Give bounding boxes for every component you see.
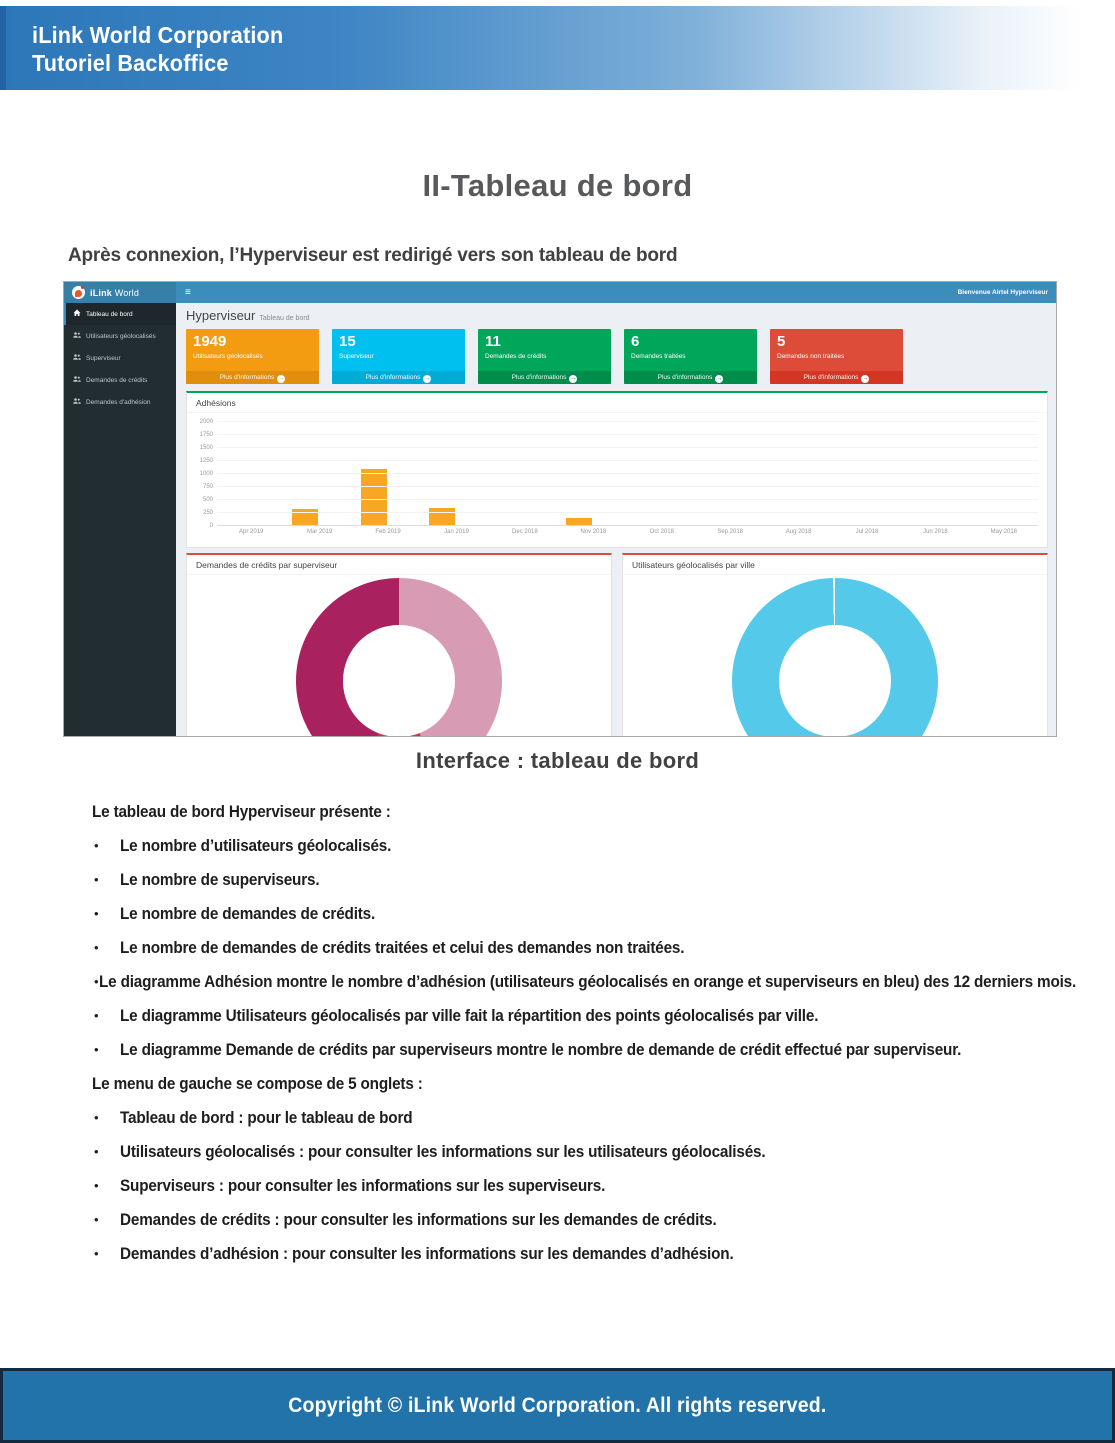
x-axis-tick-label: Oct 2018 xyxy=(649,529,674,535)
intro-sentence: Après connexion, l’Hyperviseur est redirigé vers son tableau de bord xyxy=(68,245,678,266)
stat-card-2 xyxy=(478,329,611,384)
menu-tab-item-1 xyxy=(92,1142,1095,1161)
x-axis-tick-label: Nov 2018 xyxy=(580,529,607,535)
content-subtitle: Tableau de bord xyxy=(259,315,310,322)
geolocated-users-donut-box xyxy=(622,553,1048,737)
adhesions-chart-xlabels xyxy=(217,529,1038,535)
dashboard-feature-item-1 xyxy=(92,870,1095,889)
x-axis-tick-label: Mar 2019 xyxy=(306,529,333,535)
y-axis-tick-label: 0 xyxy=(209,523,213,529)
bullet-text: Le diagramme Utilisateurs géolocalisés par ville fait la répartition des points géolocalisés par ville. xyxy=(120,1006,819,1025)
bullet-text: Demandes de crédits : pour consulter les informations sur les demandes de crédits. xyxy=(120,1210,717,1229)
stat-card-more-info-link[interactable] xyxy=(332,371,465,384)
dashboard-feature-item-5 xyxy=(92,1006,1095,1025)
banner-line2: Tutoriel Backoffice xyxy=(32,50,229,76)
sidebar-item-1[interactable] xyxy=(64,325,176,347)
geolocated-users-donut-chart xyxy=(732,578,938,737)
sidebar-item-label: Utilisateurs géolocalisés xyxy=(86,332,156,340)
dashboard-content xyxy=(176,303,1056,736)
x-axis-tick-label: Sep 2018 xyxy=(717,529,744,535)
stat-card-more-info-link[interactable] xyxy=(770,371,903,384)
bullet-text: Le nombre de demandes de crédits. xyxy=(120,904,376,923)
users-icon xyxy=(73,397,81,407)
bullet-text: Tableau de bord : pour le tableau de bord xyxy=(120,1108,413,1127)
donut-hole xyxy=(779,625,890,736)
stat-card-1 xyxy=(332,329,465,384)
bullet-text: Demandes d’adhésion : pour consulter les informations sur les demandes d’adhésion. xyxy=(120,1244,734,1263)
list1-intro: Le tableau de bord Hyperviseur présente : xyxy=(92,802,391,821)
arrow-circle-icon: → xyxy=(570,375,577,382)
bullet-icon: • xyxy=(94,940,99,955)
page-footer xyxy=(0,1368,1115,1443)
stat-card-value: 6 xyxy=(631,333,640,350)
sidebar-item-0[interactable] xyxy=(64,303,176,325)
bar xyxy=(361,469,387,526)
bullet-icon: • xyxy=(94,1178,99,1193)
stat-card-value: 5 xyxy=(777,333,786,350)
brand-regular: World xyxy=(114,287,140,298)
gridline xyxy=(217,460,1038,461)
y-axis-tick-label: 2000 xyxy=(199,419,213,425)
bullet-icon: • xyxy=(94,1110,99,1125)
dashboard-feature-item-2 xyxy=(92,904,1095,923)
bullet-icon: • xyxy=(94,1246,99,1261)
body-text xyxy=(92,802,1095,1278)
stat-card-label: Demandes traitées xyxy=(631,353,686,360)
arrow-circle-icon: → xyxy=(862,375,869,382)
x-axis-tick-label: Jul 2018 xyxy=(855,529,879,535)
gridline xyxy=(217,486,1038,487)
dashboard-sidebar xyxy=(64,303,176,736)
bullet-text: Le diagramme Adhésion montre le nombre d’adhésion (utilisateurs géolocalisés en orange et superviseurs en bleu) des 12 derniers mois. xyxy=(98,972,1076,991)
gridline xyxy=(217,512,1038,513)
menu-tab-item-4 xyxy=(92,1244,1095,1263)
x-axis-tick-label: Aug 2018 xyxy=(785,529,812,535)
x-axis-tick-label: Feb 2019 xyxy=(375,529,401,535)
bullet-text: Le nombre de superviseurs. xyxy=(120,870,320,889)
y-axis-tick-label: 1000 xyxy=(199,471,213,477)
bullet-icon: • xyxy=(94,1144,99,1159)
x-axis-tick-label: Jun 2018 xyxy=(923,529,948,535)
stat-card-3 xyxy=(624,329,757,384)
stat-card-more-info-link[interactable] xyxy=(624,371,757,384)
stat-card-0 xyxy=(186,329,319,384)
brand-text xyxy=(90,288,139,298)
bullet-icon: • xyxy=(94,906,99,921)
page-title: II-Tableau de bord xyxy=(422,168,693,203)
y-axis-tick-label: 750 xyxy=(202,484,213,490)
stat-card-value: 15 xyxy=(339,333,356,350)
credit-requests-donut-title: Demandes de crédits par superviseur xyxy=(187,555,611,575)
content-header xyxy=(186,308,310,323)
adhesions-chart-plot xyxy=(199,419,1038,529)
bullet-text: Superviseurs : pour consulter les informations sur les superviseurs. xyxy=(120,1176,606,1195)
credit-requests-donut-chart xyxy=(296,578,502,737)
y-axis-tick-label: 250 xyxy=(202,510,213,516)
home-icon xyxy=(73,309,81,319)
y-axis-tick-label: 1250 xyxy=(199,458,213,464)
bullet-text: Utilisateurs géolocalisés : pour consulter les informations sur les utilisateurs géolocalisés. xyxy=(120,1142,766,1161)
menu-tab-item-0 xyxy=(92,1108,1095,1127)
bullet-icon: • xyxy=(94,872,99,887)
adhesions-chart-title: Adhésions xyxy=(187,393,1047,413)
stat-card-more-info-link[interactable] xyxy=(186,371,319,384)
header-banner xyxy=(0,6,1115,90)
gridline xyxy=(217,525,1038,526)
welcome-user-label: Bienvenue Airtel Hyperviseur xyxy=(957,289,1048,296)
donut-hole xyxy=(343,625,454,736)
stat-card-label: Demandes non traitées xyxy=(777,353,845,360)
ilink-logo-icon xyxy=(72,286,85,299)
menu-tab-item-3 xyxy=(92,1210,1095,1229)
users-icon xyxy=(73,353,81,363)
bar-group-3 xyxy=(422,508,490,526)
x-axis-tick-label: Apr 2019 xyxy=(239,529,264,535)
stat-cards-row xyxy=(186,329,903,384)
adhesions-bar-groups xyxy=(217,422,1038,526)
more-info-label: Plus d'informations xyxy=(803,374,859,381)
stat-card-label: Demandes de crédits xyxy=(485,353,547,360)
dashboard-feature-item-4 xyxy=(92,972,1095,991)
geolocated-users-donut-title: Utilisateurs géolocalisés par ville xyxy=(623,555,1047,575)
bullet-icon: • xyxy=(94,838,99,853)
hamburger-menu-icon[interactable]: ≡ xyxy=(185,287,191,298)
gridline xyxy=(217,421,1038,422)
sidebar-item-label: Superviseur xyxy=(86,354,121,362)
users-icon xyxy=(73,375,81,385)
users-icon xyxy=(73,331,81,341)
sidebar-item-3[interactable] xyxy=(64,369,176,391)
brand-logo[interactable] xyxy=(64,282,176,303)
sidebar-item-4[interactable] xyxy=(64,391,176,413)
more-info-label: Plus d'informations xyxy=(219,374,275,381)
gridline xyxy=(217,447,1038,448)
dashboard-feature-item-6 xyxy=(92,1040,1095,1059)
bar xyxy=(429,508,455,526)
bullet-icon: • xyxy=(94,1212,99,1227)
menu-tab-item-2 xyxy=(92,1176,1095,1195)
bullet-text: Le diagramme Demande de crédits par superviseurs montre le nombre de demande de crédit effectué par superviseur. xyxy=(120,1040,962,1059)
copyright-text: Copyright © iLink World Corporation. All rights reserved. xyxy=(288,1393,827,1417)
sidebar-item-label: Tableau de bord xyxy=(86,310,133,318)
stat-card-label: Superviseur xyxy=(339,353,374,360)
sidebar-item-2[interactable] xyxy=(64,347,176,369)
y-axis-tick-label: 1750 xyxy=(199,432,213,438)
dashboard-feature-item-0 xyxy=(92,836,1095,855)
stat-card-value: 11 xyxy=(485,333,501,350)
y-axis-tick-label: 500 xyxy=(202,497,213,503)
x-axis-tick-label: May 2018 xyxy=(990,529,1018,535)
x-axis-tick-label: Dec 2018 xyxy=(512,529,538,535)
stat-card-4 xyxy=(770,329,903,384)
figure-caption: Interface : tableau de bord xyxy=(415,748,700,773)
dashboard-screenshot xyxy=(63,281,1057,737)
list1 xyxy=(92,836,1095,1059)
bullet-icon: • xyxy=(94,974,99,989)
dashboard-navbar xyxy=(64,282,1056,303)
stat-card-label: Utilisateurs géolocalisés xyxy=(193,353,263,360)
more-info-label: Plus d'informations xyxy=(365,374,421,381)
more-info-label: Plus d'informations xyxy=(657,374,713,381)
more-info-label: Plus d'informations xyxy=(511,374,567,381)
arrow-circle-icon: → xyxy=(716,375,723,382)
brand-bold: iLink xyxy=(90,287,113,298)
banner-line1: iLink World Corporation xyxy=(32,22,284,48)
list2-intro: Le menu de gauche se compose de 5 onglets : xyxy=(92,1074,423,1093)
adhesions-chart-box xyxy=(186,391,1048,548)
x-axis-tick-label: Jan 2019 xyxy=(444,529,469,535)
stat-card-value: 1949 xyxy=(193,333,227,350)
bullet-icon: • xyxy=(94,1008,99,1023)
arrow-circle-icon: → xyxy=(424,375,431,382)
bullet-icon: • xyxy=(94,1042,99,1057)
bullet-text: Le nombre de demandes de crédits traitées et celui des demandes non traitées. xyxy=(120,938,685,957)
content-title: Hyperviseur xyxy=(186,308,256,323)
stat-card-more-info-link[interactable] xyxy=(478,371,611,384)
gridline xyxy=(217,473,1038,474)
sidebar-item-label: Demandes d'adhésion xyxy=(86,398,151,406)
arrow-circle-icon: → xyxy=(278,375,285,382)
y-axis-tick-label: 1500 xyxy=(199,445,213,451)
bar-group-2 xyxy=(354,469,422,526)
list2 xyxy=(92,1108,1095,1263)
credit-requests-donut-box xyxy=(186,553,612,737)
sidebar-item-label: Demandes de crédits xyxy=(86,376,148,384)
gridline xyxy=(217,499,1038,500)
dashboard-feature-item-3 xyxy=(92,938,1095,957)
bullet-text: Le nombre d’utilisateurs géolocalisés. xyxy=(120,836,392,855)
gridline xyxy=(217,434,1038,435)
